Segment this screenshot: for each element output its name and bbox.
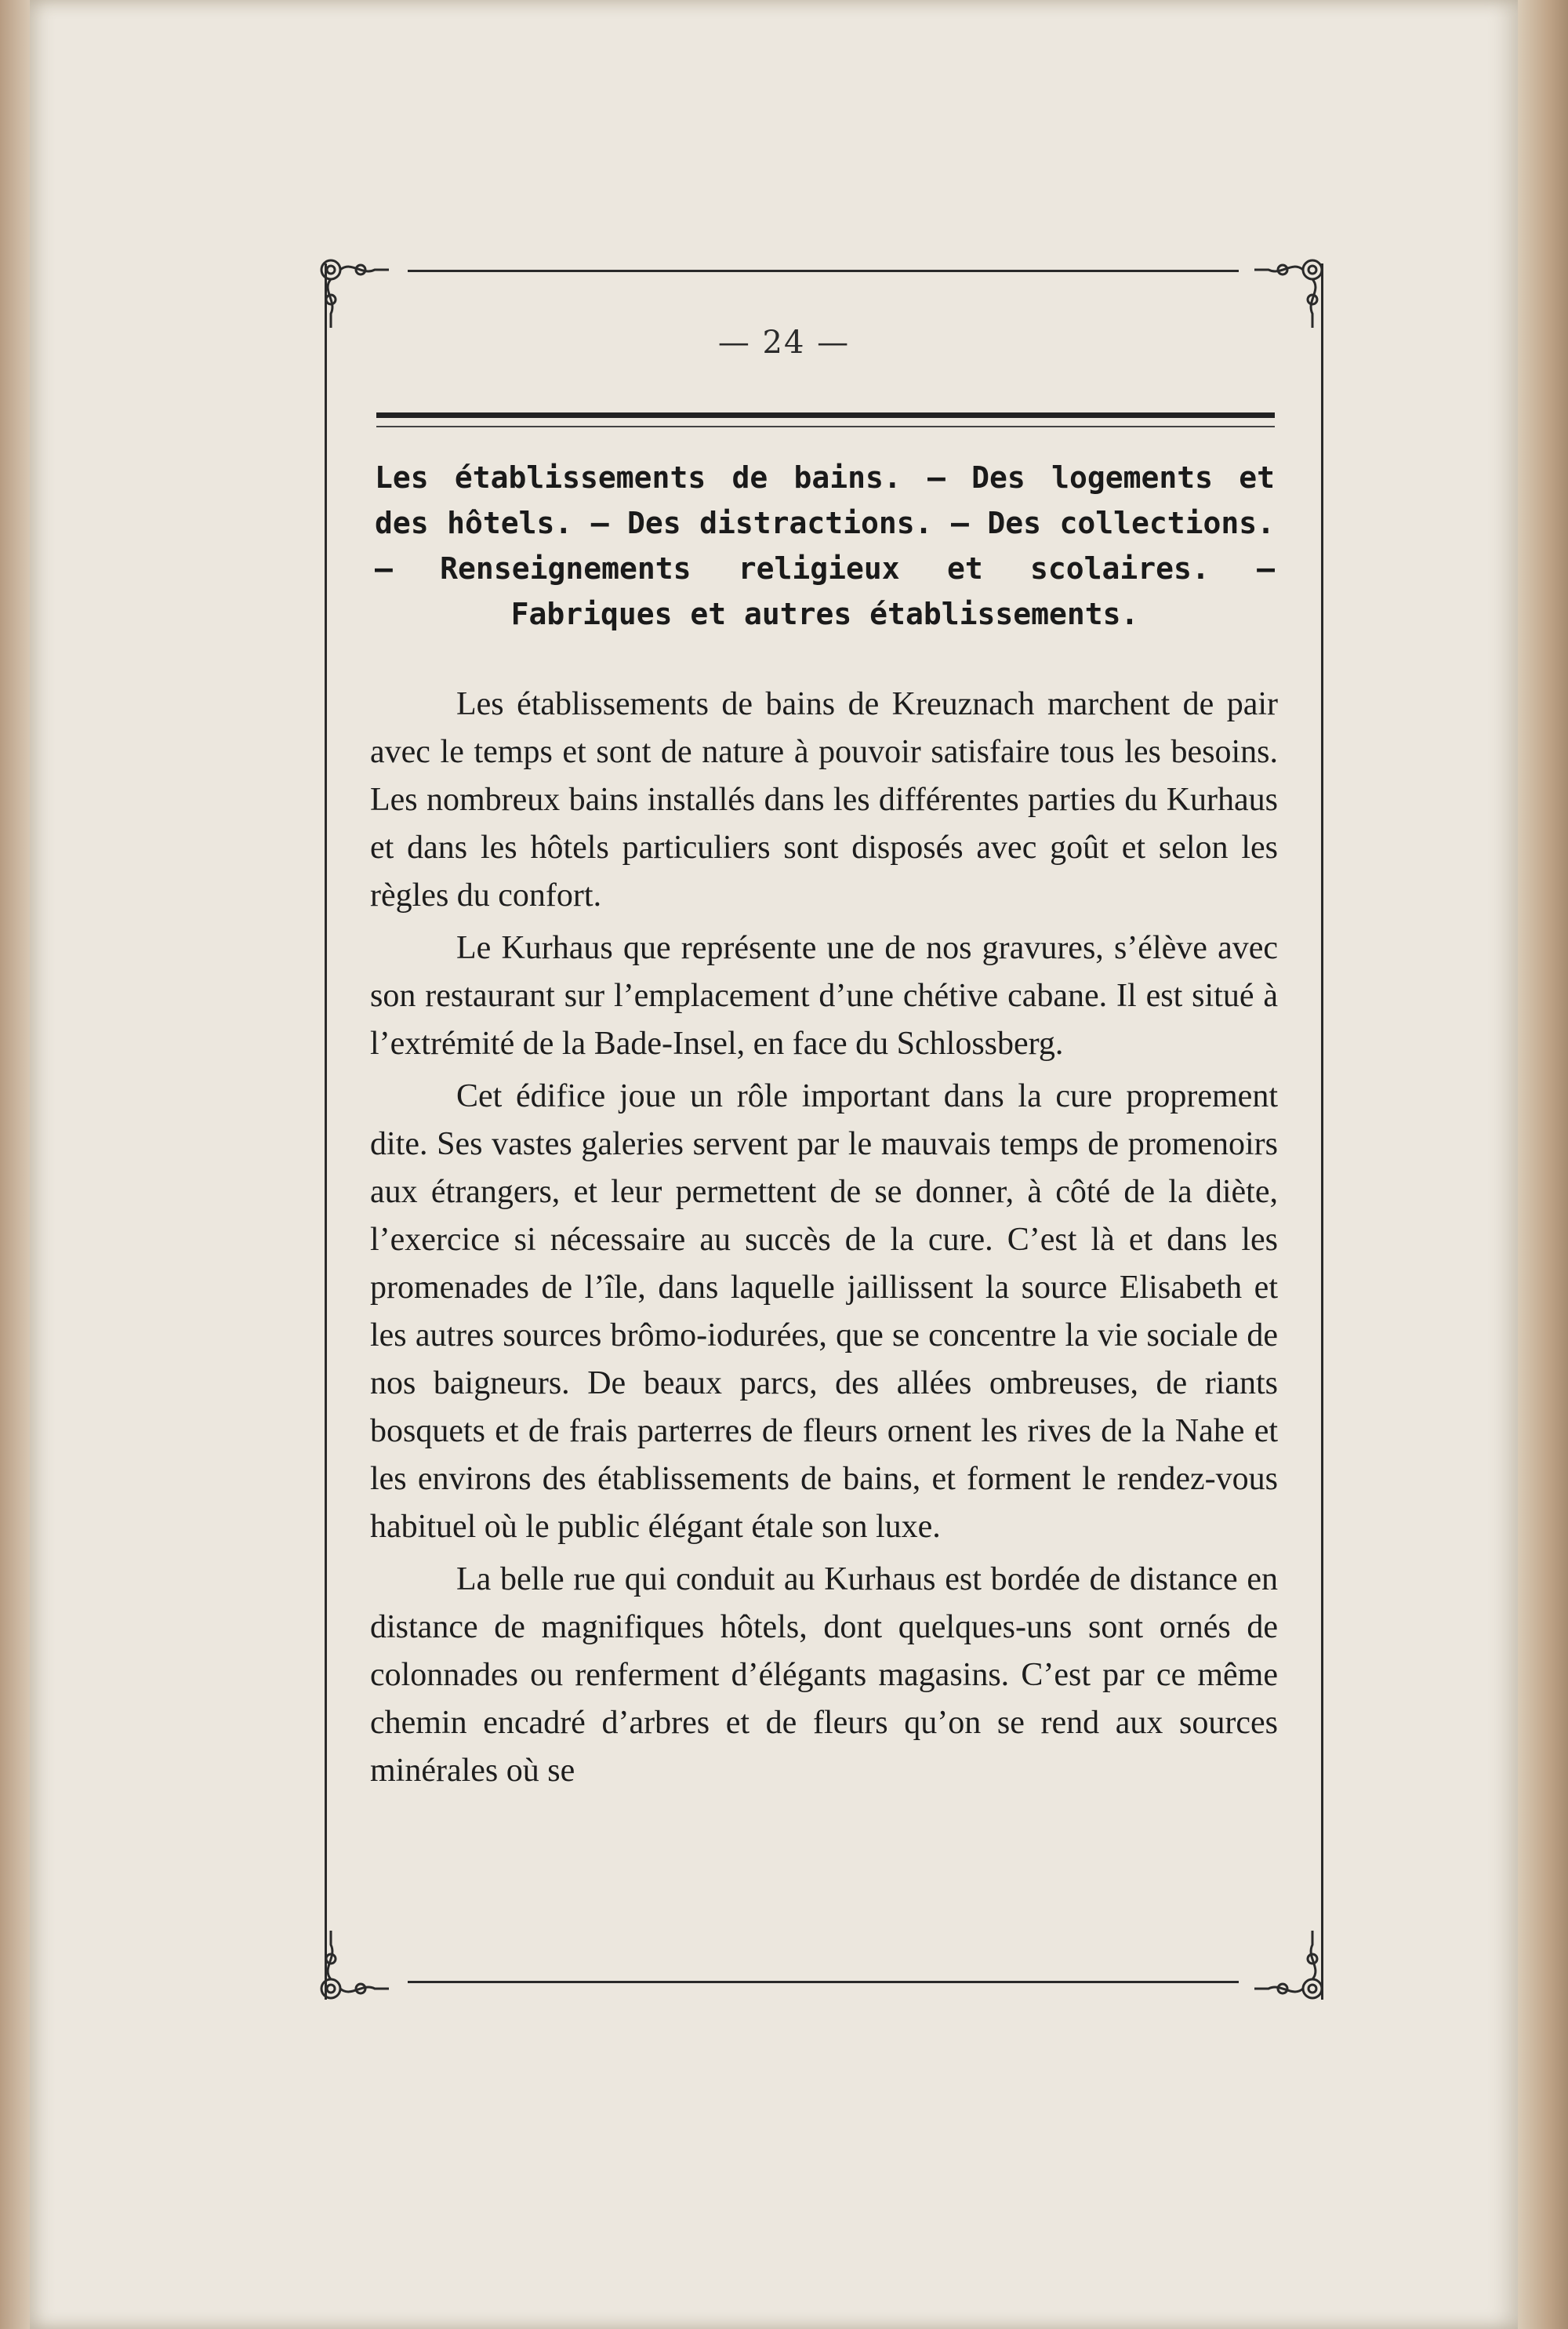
frame-top-rule [408, 270, 1239, 272]
corner-ornament-icon [314, 253, 389, 328]
body-text [370, 681, 1278, 1795]
corner-ornament-icon [314, 1931, 389, 2006]
frame-bottom-rule [408, 1981, 1239, 1983]
paragraph: Les établissements de bains de Kreuznach marchent de pair avec le temps et sont de nature à pouvoir satisfaire tous les besoins. Les nombreux bains installés dans les différentes parties du Kurhaus et dans les hôtels particuliers sont disposés avec goût et selon les règles du confort. [370, 686, 1278, 914]
corner-ornament-icon [1254, 253, 1330, 328]
section-heading: Les établissements de bains. — Des logements et des hôtels. — Des distractions. — Des collections. — Renseignements religieux et scolaires. — Fabriques et autres établissements. [375, 460, 1275, 631]
page-number: — 24 — [717, 325, 851, 361]
heading-double-rule [376, 412, 1275, 427]
corner-ornament-icon [1254, 1931, 1330, 2006]
paragraph: Cet édifice joue un rôle important dans la cure proprement dite. Ses vastes galeries servent par le mauvais temps de promenoirs aux étrangers, et leur permettent de se donner, à côté de la diète, l’exercice si nécessaire au succès de la cure. C’est là et dans les promenades de l’île, dans laquelle jaillissent la source Elisabeth et les autres sources brômo-iodurées, que se concentre la vie sociale de nos baigneurs. De beaux parcs, des allées ombreuses, de riants bosquets et de frais parterres de fleurs ornent les rives de la Nahe et les environs des établissements de bains, et forment le rendez-vous habituel où le public élégant étale son luxe. [370, 1078, 1278, 1545]
paragraph: Le Kurhaus que représente une de nos gravures, s’élève avec son restaurant sur l’emplacement d’une chétive cabane. Il est situé à l’extrémité de la Bade-Insel, en face du Schlossberg. [370, 930, 1278, 1062]
paragraph: La belle rue qui conduit au Kurhaus est bordée de distance en distance de magnifiques hôtels, dont quelques-uns sont ornés de colonnades ou renferment d’élégants magasins. C’est par ce même chemin encadré d’arbres et de fleurs qu’on se rend aux sources minérales où se [370, 1561, 1278, 1789]
